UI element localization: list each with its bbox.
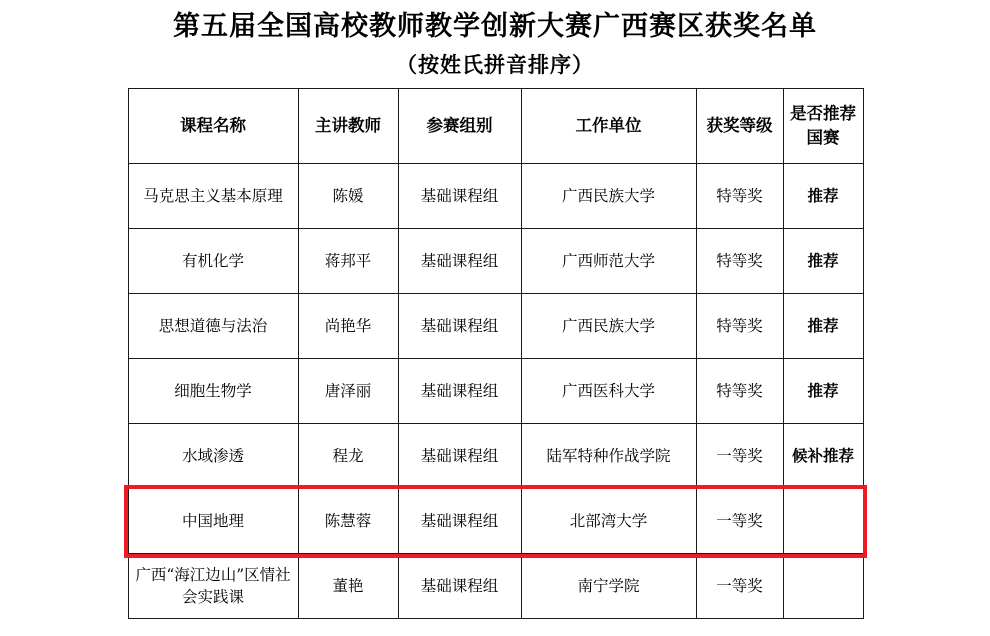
cell-level: 特等奖 <box>696 294 783 359</box>
cell-level: 特等奖 <box>696 229 783 294</box>
cell-level: 特等奖 <box>696 359 783 424</box>
column-header-teacher: 主讲教师 <box>298 89 398 164</box>
cell-unit: 广西民族大学 <box>521 164 696 229</box>
column-header-recommend: 是否推荐国赛 <box>783 89 863 164</box>
award-table-container <box>128 88 863 619</box>
cell-recommend: 推荐 <box>783 164 863 229</box>
cell-teacher: 蒋邦平 <box>298 229 398 294</box>
cell-course: 水域渗透 <box>128 424 298 489</box>
cell-group: 基础课程组 <box>398 489 521 554</box>
table-row <box>128 554 863 619</box>
cell-group: 基础课程组 <box>398 554 521 619</box>
column-header-course: 课程名称 <box>128 89 298 164</box>
cell-course: 思想道德与法治 <box>128 294 298 359</box>
cell-recommend <box>783 489 863 554</box>
cell-unit: 广西医科大学 <box>521 359 696 424</box>
cell-recommend <box>783 554 863 619</box>
table-row <box>128 229 863 294</box>
table-row <box>128 164 863 229</box>
cell-unit: 陆军特种作战学院 <box>521 424 696 489</box>
cell-unit: 北部湾大学 <box>521 489 696 554</box>
cell-teacher: 陈慧蓉 <box>298 489 398 554</box>
cell-unit: 南宁学院 <box>521 554 696 619</box>
column-header-level: 获奖等级 <box>696 89 783 164</box>
cell-recommend: 推荐 <box>783 359 863 424</box>
table-row <box>128 424 863 489</box>
cell-teacher: 董艳 <box>298 554 398 619</box>
column-header-group: 参赛组别 <box>398 89 521 164</box>
cell-course: 中国地理 <box>128 489 298 554</box>
cell-unit: 广西师范大学 <box>521 229 696 294</box>
cell-group: 基础课程组 <box>398 294 521 359</box>
page-subtitle: （按姓氏拼音排序） <box>396 51 594 77</box>
cell-group: 基础课程组 <box>398 424 521 489</box>
award-table <box>128 88 864 619</box>
cell-teacher: 陈媛 <box>298 164 398 229</box>
cell-teacher: 尚艳华 <box>298 294 398 359</box>
cell-level: 一等奖 <box>696 554 783 619</box>
document-page <box>0 10 990 636</box>
table-row <box>128 294 863 359</box>
table-row <box>128 489 863 554</box>
cell-course: 广西“海江边山”区情社会实践课 <box>128 554 298 619</box>
cell-recommend: 候补推荐 <box>783 424 863 489</box>
cell-course: 细胞生物学 <box>128 359 298 424</box>
cell-recommend: 推荐 <box>783 229 863 294</box>
cell-level: 一等奖 <box>696 489 783 554</box>
column-header-unit: 工作单位 <box>521 89 696 164</box>
cell-teacher: 程龙 <box>298 424 398 489</box>
cell-group: 基础课程组 <box>398 229 521 294</box>
cell-level: 特等奖 <box>696 164 783 229</box>
table-row <box>128 359 863 424</box>
cell-level: 一等奖 <box>696 424 783 489</box>
table-body <box>128 164 863 619</box>
cell-group: 基础课程组 <box>398 164 521 229</box>
cell-recommend: 推荐 <box>783 294 863 359</box>
table-header-row <box>128 89 863 164</box>
cell-course: 马克思主义基本原理 <box>128 164 298 229</box>
page-title: 第五届全国高校教师教学创新大赛广西赛区获奖名单 <box>173 11 817 42</box>
cell-unit: 广西民族大学 <box>521 294 696 359</box>
cell-course: 有机化学 <box>128 229 298 294</box>
cell-group: 基础课程组 <box>398 359 521 424</box>
table-header <box>128 89 863 164</box>
cell-teacher: 唐泽丽 <box>298 359 398 424</box>
